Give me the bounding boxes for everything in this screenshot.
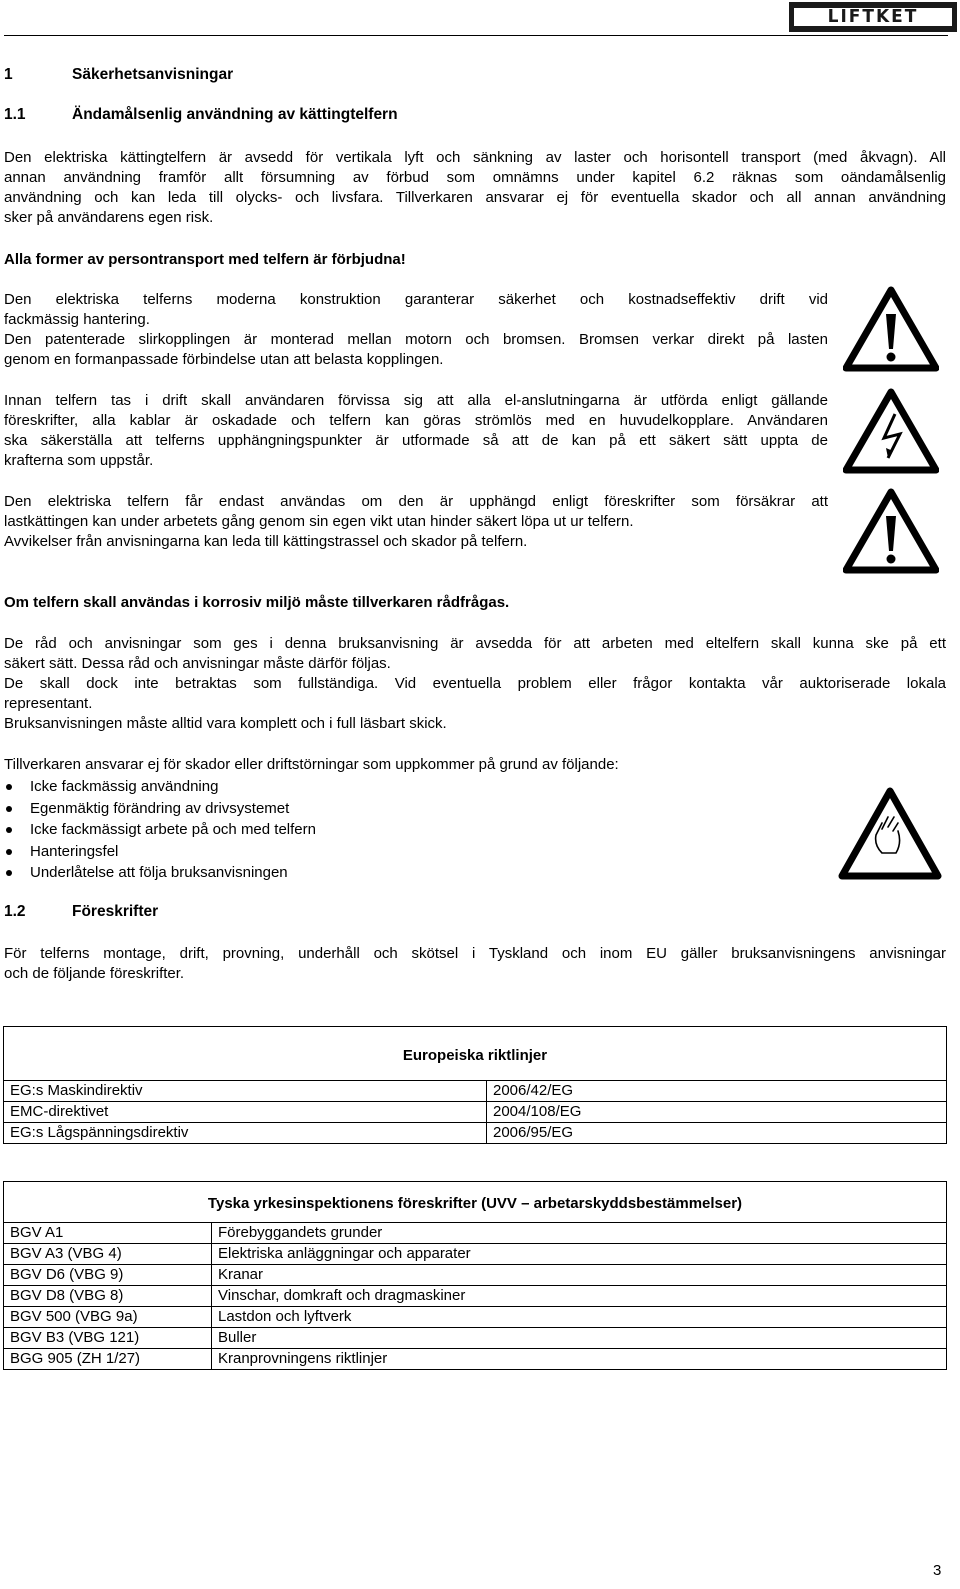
list-item: Icke fackmässig användning <box>4 776 316 798</box>
electrical-line-3: ska säkerställa att telferns upphängningspunkter är utformade så att de kan på ett säkert sätt uppta de <box>4 432 828 449</box>
list-item: Icke fackmässigt arbete på och med telfern <box>4 819 316 841</box>
eu-table-title: Europeiska riktlinjer <box>4 1027 947 1081</box>
table-cell: Lastdon och lyftverk <box>212 1307 947 1328</box>
section-1-2-number: 1.2 <box>4 903 26 920</box>
construction-line-3: Den patenterade slirkopplingen är monterad mellan motorn och bromsen. Bromsen verkar direkt på lasten <box>4 331 828 348</box>
warning-exclamation-icon <box>843 488 939 574</box>
electrical-hazard-icon <box>843 388 939 474</box>
electrical-line-4: krafterna som uppstår. <box>4 452 154 469</box>
construction-line-2: fackmässig hantering. <box>4 311 150 328</box>
table-cell: BGV 500 (VBG 9a) <box>4 1307 212 1328</box>
table-cell: BGV B3 (VBG 121) <box>4 1328 212 1349</box>
table-cell: Kranprovningens riktlinjer <box>212 1349 947 1370</box>
electrical-line-2: föreskrifter, alla kablar är oskadade och telfern kan göras strömlös med en huvudelkopplare. Användaren <box>4 412 828 429</box>
de-table-title: Tyska yrkesinspektionens föreskrifter (UVV – arbetarskyddsbestämmelser) <box>4 1182 947 1223</box>
section-1-title: Säkerhetsanvisningar <box>72 66 234 83</box>
suspension-line-2: lastkättingen kan under arbetets gång genom sin egen vikt utan hinder säkert löpa ut ur telfern. <box>4 513 634 530</box>
table-cell: Elektriska anläggningar och apparater <box>212 1244 947 1265</box>
page-number: 3 <box>933 1562 942 1579</box>
advice-line-1: De råd och anvisningar som ges i denna bruksanvisning är avsedda för att arbeten med eltelfern skall kunna ske på ett <box>4 635 946 652</box>
regulations-line-1: För telferns montage, drift, provning, underhåll och skötsel i Tyskland och inom EU gäller bruksanvisningens anvisningar <box>4 945 946 962</box>
german-regulations-table <box>3 1181 947 1370</box>
advice-line-3: De skall dock inte betraktas som fullständiga. Vid eventuella problem eller frågor kontakta vår auktoriserade lokala <box>4 675 946 692</box>
advice-line-5: Bruksanvisningen måste alltid vara komplett och i full läsbart skick. <box>4 715 447 732</box>
intended-use-line-4: sker på användarens egen risk. <box>4 209 214 226</box>
table-row <box>4 1286 947 1307</box>
intended-use-line-1: Den elektriska kättingtelfern är avsedd för vertikala lyft och sänkning av laster och horisontell transport (med åkvagn). All <box>4 149 946 166</box>
table-row <box>4 1081 947 1102</box>
table-row <box>4 1244 947 1265</box>
electrical-line-1: Innan telfern tas i drift skall användaren förvissa sig att alla el-anslutningarna är utförda enligt gällande <box>4 392 828 409</box>
list-item: Underlåtelse att följa bruksanvisningen <box>4 862 316 884</box>
table-cell: BGV A1 <box>4 1223 212 1244</box>
table-cell: Vinschar, domkraft och dragmaskiner <box>212 1286 947 1307</box>
liability-list <box>4 776 316 884</box>
table-cell: Förebyggandets grunder <box>212 1223 947 1244</box>
person-transport-warning: Alla former av persontransport med telfern är förbjudna! <box>4 251 406 268</box>
table-cell: 2004/108/EG <box>487 1102 947 1123</box>
section-1-2-title: Föreskrifter <box>72 903 159 920</box>
table-cell: EG:s Lågspänningsdirektiv <box>4 1123 487 1144</box>
eu-directives-table <box>3 1026 947 1144</box>
section-1-1-number: 1.1 <box>4 106 26 123</box>
table-cell: EMC-direktivet <box>4 1102 487 1123</box>
table-cell: 2006/95/EG <box>487 1123 947 1144</box>
table-cell: BGV A3 (VBG 4) <box>4 1244 212 1265</box>
construction-line-1: Den elektriska telferns moderna konstruktion garanterar säkerhet och kostnadseffektiv drift vid <box>4 291 828 308</box>
corrosive-environment-note: Om telfern skall användas i korrosiv miljö måste tillverkaren rådfrågas. <box>4 594 510 611</box>
table-row <box>4 1349 947 1370</box>
intended-use-line-3: användning och kan leda till olycks- och livsfara. Tillverkaren ansvarar ej för eventuella skador och all annan användning <box>4 189 946 206</box>
section-1-1-title: Ändamålsenlig användning av kättingtelfern <box>72 106 398 123</box>
list-item: Hanteringsfel <box>4 841 316 863</box>
logo-inner <box>794 8 952 26</box>
intended-use-line-2: annan användning framför allt försumning av förbud som omnämns under kapitel 6.2 räknas som oändamålsenlig <box>4 169 946 186</box>
table-cell: 2006/42/EG <box>487 1081 947 1102</box>
table-row <box>4 1123 947 1144</box>
liftket-logo <box>789 2 957 32</box>
table-cell: Kranar <box>212 1265 947 1286</box>
construction-line-4: genom en formanpassade förbindelse utan att belasta kopplingen. <box>4 351 444 368</box>
hand-crush-hazard-icon <box>838 787 942 881</box>
table-row <box>4 1307 947 1328</box>
logo-text: LIFTKET <box>827 6 919 28</box>
table-cell: Buller <box>212 1328 947 1349</box>
warning-exclamation-icon <box>843 286 939 372</box>
liability-intro: Tillverkaren ansvarar ej för skador eller driftstörningar som uppkommer på grund av följande: <box>4 756 619 773</box>
table-row <box>4 1265 947 1286</box>
suspension-line-3: Avvikelser från anvisningarna kan leda till kättingstrassel och skador på telfern. <box>4 533 528 550</box>
table-cell: EG:s Maskindirektiv <box>4 1081 487 1102</box>
advice-line-2: säkert sätt. Dessa råd och anvisningar måste därför följas. <box>4 655 391 672</box>
list-item: Egenmäktig förändring av drivsystemet <box>4 798 316 820</box>
table-row <box>4 1328 947 1349</box>
table-cell: BGV D8 (VBG 8) <box>4 1286 212 1307</box>
table-cell: BGV D6 (VBG 9) <box>4 1265 212 1286</box>
table-row <box>4 1223 947 1244</box>
table-cell: BGG 905 (ZH 1/27) <box>4 1349 212 1370</box>
section-1-number: 1 <box>4 66 13 83</box>
header-rule <box>4 35 948 36</box>
table-row <box>4 1102 947 1123</box>
suspension-line-1: Den elektriska telfern får endast användas om den är upphängd enligt föreskrifter som försäkrar att <box>4 493 828 510</box>
advice-line-4: representant. <box>4 695 93 712</box>
regulations-line-2: och de följande föreskrifter. <box>4 965 185 982</box>
